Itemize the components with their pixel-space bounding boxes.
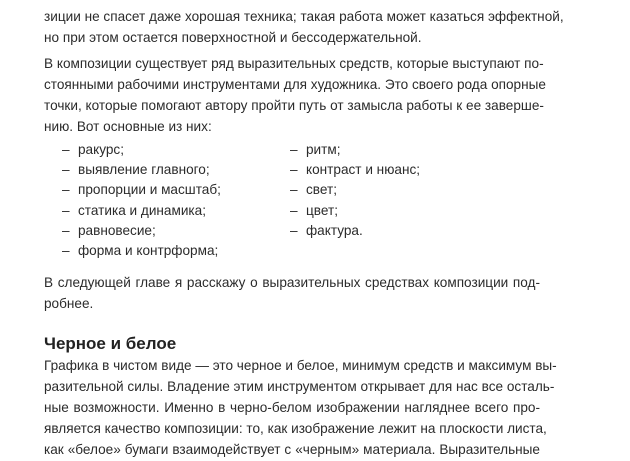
list-item-text: статика и динамика;: [78, 202, 207, 218]
text-line: зиции не спасет даже хорошая техника; такая работа может казаться эффектной,: [44, 9, 564, 24]
list-item: [62, 180, 221, 200]
expressive-means-list-left: [62, 140, 221, 261]
text-line: является качество композиции: то, как изображение лежит на плоскости листа,: [44, 421, 547, 436]
dash-marker: –: [62, 162, 70, 178]
list-item: [62, 201, 221, 221]
dash-marker: –: [290, 222, 298, 238]
text-line: разительной силы. Владение этим инструментом открывает для нас все осталь-: [44, 379, 555, 394]
dash-marker: –: [62, 142, 70, 157]
text-line: точки, которые помогают автору пройти путь от замысла работы к ее заверше-: [44, 98, 544, 113]
list-item: [290, 201, 420, 221]
text-line: В композиции существует ряд выразительных средств, которые выступают по-: [44, 56, 544, 71]
text-line: В следующей главе я расскажу о выразительных средствах композиции под-: [44, 275, 540, 290]
list-item-text: ритм;: [306, 142, 341, 157]
list-item-text: выявление главного;: [78, 162, 210, 178]
black-white-paragraph: [44, 355, 557, 460]
list-item-text: цвет;: [306, 202, 338, 218]
section-heading: Черное и белое: [44, 334, 177, 353]
tools-paragraph: [44, 53, 546, 137]
list-item: [62, 221, 221, 241]
text-line: стоянными рабочими инструментами для художника. Это своего рода опорные: [44, 77, 546, 92]
dash-marker: –: [290, 202, 298, 218]
text-line: Графика в чистом виде — это черное и белое, минимум средств и максимум вы-: [44, 358, 557, 373]
dash-marker: –: [62, 222, 70, 238]
list-item: [62, 140, 221, 160]
list-item-text: ракурс;: [78, 142, 124, 157]
dash-marker: –: [290, 162, 298, 178]
list-item-text: свет;: [306, 182, 337, 198]
dash-marker: –: [62, 182, 70, 198]
list-item-text: форма и контрформа;: [78, 243, 219, 259]
dash-marker: –: [290, 182, 298, 198]
list-item-text: контраст и нюанс;: [306, 162, 421, 178]
list-item: [290, 140, 420, 160]
dash-marker: –: [62, 202, 70, 218]
list-item: [290, 221, 420, 241]
list-item-text: пропорции и масштаб;: [78, 182, 221, 198]
expressive-means-list-right: [290, 140, 420, 241]
text-line: как «белое» бумаги взаимодействует с «черным» материала. Выразительные: [44, 442, 540, 457]
list-item: [290, 180, 420, 200]
list-item-text: равновесие;: [78, 222, 156, 238]
list-item-text: фактура.: [306, 222, 363, 238]
text-line: но при этом остается поверхностной и бессодержательной.: [44, 30, 422, 45]
text-line: ные возможности. Именно в черно-белом изображении нагляднее всего про-: [44, 400, 540, 415]
text-line: нию. Вот основные из них:: [44, 119, 212, 134]
list-item: [62, 241, 221, 261]
next-chapter-paragraph: [44, 272, 540, 314]
dash-marker: –: [62, 243, 70, 259]
dash-marker: –: [290, 142, 298, 157]
text-line: робнее.: [44, 296, 94, 311]
intro-paragraph: [44, 6, 564, 48]
list-item: [62, 160, 221, 180]
list-item: [290, 160, 420, 180]
